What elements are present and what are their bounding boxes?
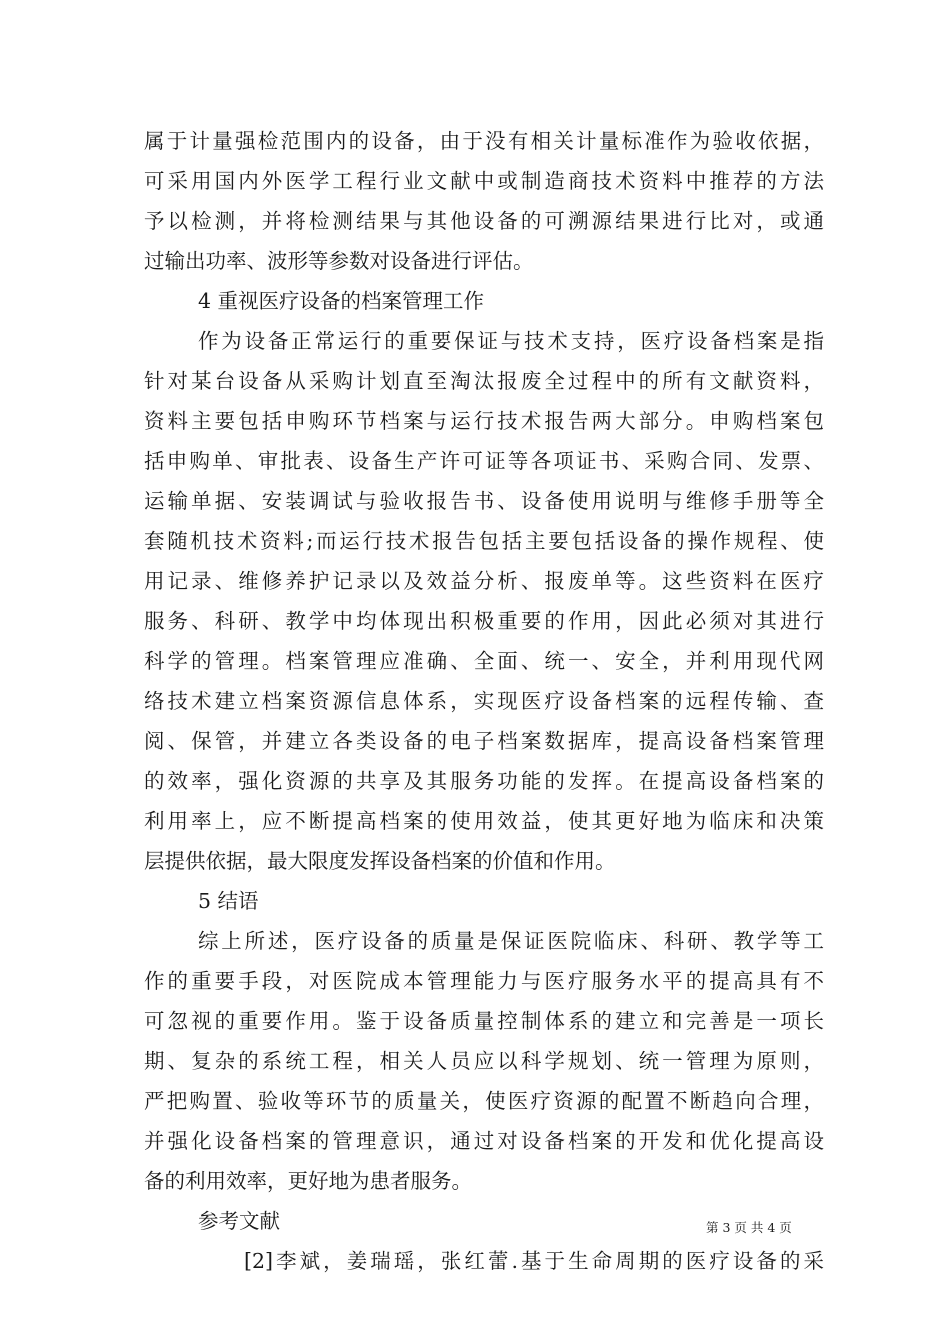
- body-text-line: 可忽视的重要作用。鉴于设备质量控制体系的建立和完善是一项长: [144, 1009, 824, 1033]
- body-text-line: 备的利用效率，更好地为患者服务。: [144, 1169, 472, 1193]
- body-text-line: 作为设备正常运行的重要保证与技术支持，医疗设备档案是指: [198, 329, 824, 353]
- page-number-footer: 第 3 页 共 4 页: [706, 1220, 792, 1235]
- body-text-line: 并强化设备档案的管理意识，通过对设备档案的开发和优化提高设: [144, 1129, 824, 1153]
- body-text-line: 过输出功率、波形等参数对设备进行评估。: [144, 249, 534, 273]
- body-text-line: 阅、保管，并建立各类设备的电子档案数据库，提高设备档案管理: [144, 729, 824, 753]
- reference-entry: [2]李斌，姜瑞瑶，张红蕾.基于生命周期的医疗设备的采: [244, 1249, 824, 1273]
- body-text-line: 络技术建立档案资源信息体系，实现医疗设备档案的远程传输、查: [144, 689, 824, 713]
- body-text-line: 作的重要手段，对医院成本管理能力与医疗服务水平的提高具有不: [144, 969, 824, 993]
- body-text-line: 套随机技术资料;而运行技术报告包括主要包括设备的操作规程、使: [144, 529, 824, 553]
- body-text-line: 层提供依据，最大限度发挥设备档案的价值和作用。: [144, 849, 616, 873]
- body-text-line: 资料主要包括申购环节档案与运行技术报告两大部分。申购档案包: [144, 409, 824, 433]
- body-text-line: 针对某台设备从采购计划直至淘汰报废全过程中的所有文献资料，: [144, 369, 824, 393]
- section-heading-4: 4 重视医疗设备的档案管理工作: [198, 289, 485, 313]
- body-text-line: 利用率上，应不断提高档案的使用效益，使其更好地为临床和决策: [144, 809, 824, 833]
- body-text-line: 期、复杂的系统工程，相关人员应以科学规划、统一管理为原则，: [144, 1049, 824, 1073]
- body-text-line: 运输单据、安装调试与验收报告书、设备使用说明与维修手册等全: [144, 489, 824, 513]
- body-text-line: 综上所述，医疗设备的质量是保证医院临床、科研、教学等工: [198, 929, 824, 953]
- body-text-line: 予以检测，并将检测结果与其他设备的可溯源结果进行比对，或通: [144, 209, 824, 233]
- body-text-line: 用记录、维修养护记录以及效益分析、报废单等。这些资料在医疗: [144, 569, 824, 593]
- body-text-line: 科学的管理。档案管理应准确、全面、统一、安全，并利用现代网: [144, 649, 824, 673]
- body-text-line: 严把购置、验收等环节的质量关，使医疗资源的配置不断趋向合理，: [144, 1089, 824, 1113]
- section-heading-5: 5 结语: [198, 889, 259, 913]
- body-text-line: 的效率，强化资源的共享及其服务功能的发挥。在提高设备档案的: [144, 769, 824, 793]
- body-text-line: 属于计量强检范围内的设备，由于没有相关计量标准作为验收依据，: [144, 129, 824, 153]
- body-text-line: 可采用国内外医学工程行业文献中或制造商技术资料中推荐的方法: [144, 169, 824, 193]
- body-text-line: 服务、科研、教学中均体现出积极重要的作用，因此必须对其进行: [144, 609, 824, 633]
- body-text-line: 括申购单、审批表、设备生产许可证等各项证书、采购合同、发票、: [144, 449, 824, 473]
- references-heading: 参考文献: [198, 1209, 280, 1233]
